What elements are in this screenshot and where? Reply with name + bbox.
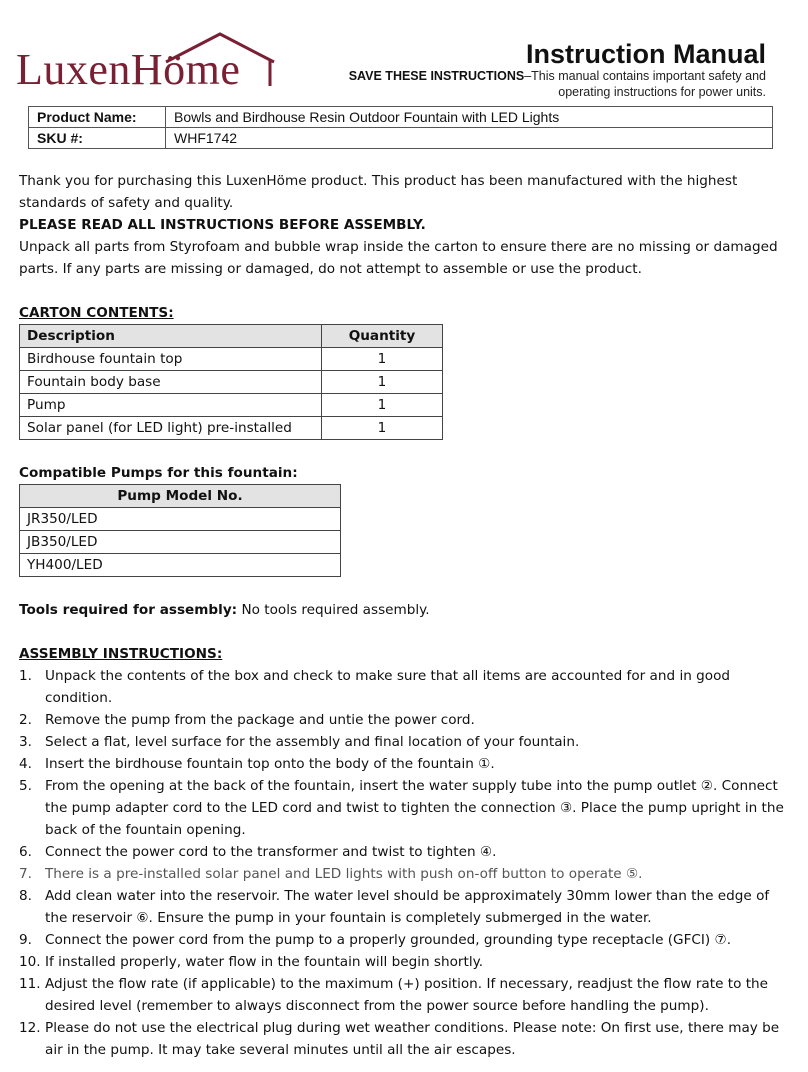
- pump-model: YH400/LED: [20, 554, 341, 577]
- pump-model: JB350/LED: [20, 531, 341, 554]
- step-number: 2.: [19, 712, 32, 728]
- manual-body: [19, 170, 794, 1061]
- logo-text: LuxenHöme: [16, 45, 241, 94]
- step-number: 9.: [19, 932, 32, 948]
- step-text: Connect the power cord from the pump to a properly grounded, grounding type receptacle (GFCI) ⑦.: [45, 932, 732, 948]
- step-text: Please do not use the electrical plug during wet weather conditions. Please note: On first use, there may be air in the pump. It may take several minutes until all the air escapes.: [45, 1020, 780, 1058]
- document-header: [0, 0, 808, 100]
- list-item: [19, 731, 794, 753]
- step-text: Select a flat, level surface for the assembly and final location of your fountain.: [45, 734, 580, 750]
- carton-item-description: Birdhouse fountain top: [20, 348, 322, 371]
- product-info-table: [28, 106, 773, 149]
- carton-contents-table: [19, 324, 443, 440]
- table-row: [20, 417, 443, 440]
- step-number: 6.: [19, 844, 32, 860]
- step-text: Insert the birdhouse fountain top onto the body of the fountain ①.: [45, 756, 495, 772]
- sku-label: SKU #:: [29, 128, 166, 149]
- save-instructions-label: SAVE THESE INSTRUCTIONS: [348, 69, 525, 83]
- table-row: [20, 531, 341, 554]
- step-text: Adjust the flow rate (if applicable) to the maximum (+) position. If necessary, readjust the flow rate to the desired level (remember to always disconnect from the power source before handling the pump).: [45, 976, 769, 1014]
- compatible-pumps-table: [19, 484, 341, 577]
- intro-thanks: Thank you for purchasing this LuxenHöme product. This product has been manufactured with the highest standards of safety and quality.: [19, 173, 738, 211]
- carton-item-description: Solar panel (for LED light) pre-installed: [20, 417, 322, 440]
- assembly-steps: [19, 665, 794, 1061]
- sku-row: [29, 128, 773, 149]
- assembly-heading: ASSEMBLY INSTRUCTIONS:: [19, 646, 223, 662]
- carton-item-quantity: 1: [322, 348, 443, 371]
- list-item: [19, 951, 794, 973]
- step-text: Unpack the contents of the box and check to make sure that all items are accounted for and in good condition.: [45, 668, 731, 706]
- table-row: [20, 371, 443, 394]
- table-row: [20, 554, 341, 577]
- list-item: [19, 973, 794, 1017]
- product-name-value: Bowls and Birdhouse Resin Outdoor Fountain with LED Lights: [166, 107, 773, 128]
- table-row: [20, 348, 443, 371]
- list-item: [19, 885, 794, 929]
- list-item: [19, 863, 794, 885]
- carton-item-quantity: 1: [322, 417, 443, 440]
- list-item: [19, 753, 794, 775]
- step-number: 11.: [19, 976, 41, 992]
- carton-item-quantity: 1: [322, 394, 443, 417]
- step-text: Remove the pump from the package and untie the power cord.: [45, 712, 475, 728]
- carton-item-description: Pump: [20, 394, 322, 417]
- save-instructions-note: [346, 68, 766, 100]
- step-text: If installed properly, water flow in the fountain will begin shortly.: [45, 954, 484, 970]
- step-text: From the opening at the back of the fountain, insert the water supply tube into the pump outlet ②. Connect the pump adapter cord to the LED cord and twist to tighten the connection ③. Place the pump upright in the back of the fountain opening.: [45, 778, 784, 838]
- list-item: [19, 665, 794, 709]
- step-number: 5.: [19, 778, 32, 794]
- product-name-label: Product Name:: [29, 107, 166, 128]
- sku-value: WHF1742: [166, 128, 773, 149]
- carton-col-quantity: Quantity: [322, 325, 443, 348]
- tools-required: [19, 599, 794, 621]
- compatible-pumps-heading: Compatible Pumps for this fountain:: [19, 465, 298, 481]
- manual-title: Instruction Manual: [525, 39, 766, 69]
- carton-contents-heading: CARTON CONTENTS:: [19, 305, 174, 321]
- pump-model: JR350/LED: [20, 508, 341, 531]
- step-number: 4.: [19, 756, 32, 772]
- save-instructions-text: –This manual contains important safety and operating instructions for power units.: [524, 69, 766, 99]
- carton-item-quantity: 1: [322, 371, 443, 394]
- carton-item-description: Fountain body base: [20, 371, 322, 394]
- list-item: [19, 841, 794, 863]
- step-number: 3.: [19, 734, 32, 750]
- table-row: [20, 508, 341, 531]
- carton-col-description: Description: [20, 325, 322, 348]
- tools-value: No tools required assembly.: [237, 602, 430, 618]
- pump-col-model: Pump Model No.: [20, 485, 341, 508]
- step-number: 1.: [19, 668, 32, 684]
- step-text: There is a pre-installed solar panel and LED lights with push on-off button to operate ⑤.: [45, 866, 643, 882]
- brand-logo: [16, 26, 276, 92]
- step-text: Add clean water into the reservoir. The water level should be approximately 30mm lower than the edge of the reservoir ⑥. Ensure the pump in your fountain is completely submerged in the water.: [45, 888, 770, 926]
- intro-please-read: PLEASE READ ALL INSTRUCTIONS BEFORE ASSEMBLY.: [19, 217, 426, 233]
- step-number: 12.: [19, 1020, 41, 1036]
- step-number: 8.: [19, 888, 32, 904]
- list-item: [19, 709, 794, 731]
- step-number: 7.: [19, 866, 32, 882]
- step-text: Connect the power cord to the transformer and twist to tighten ④.: [45, 844, 497, 860]
- table-row: [20, 394, 443, 417]
- list-item: [19, 929, 794, 951]
- intro-unpack: Unpack all parts from Styrofoam and bubble wrap inside the carton to ensure there are no missing or damaged parts. If any parts are missing or damaged, do not attempt to assemble or use the product.: [19, 239, 778, 277]
- list-item: [19, 775, 794, 841]
- step-number: 10.: [19, 954, 41, 970]
- tools-label: Tools required for assembly:: [19, 602, 238, 618]
- product-name-row: [29, 107, 773, 128]
- list-item: [19, 1017, 794, 1061]
